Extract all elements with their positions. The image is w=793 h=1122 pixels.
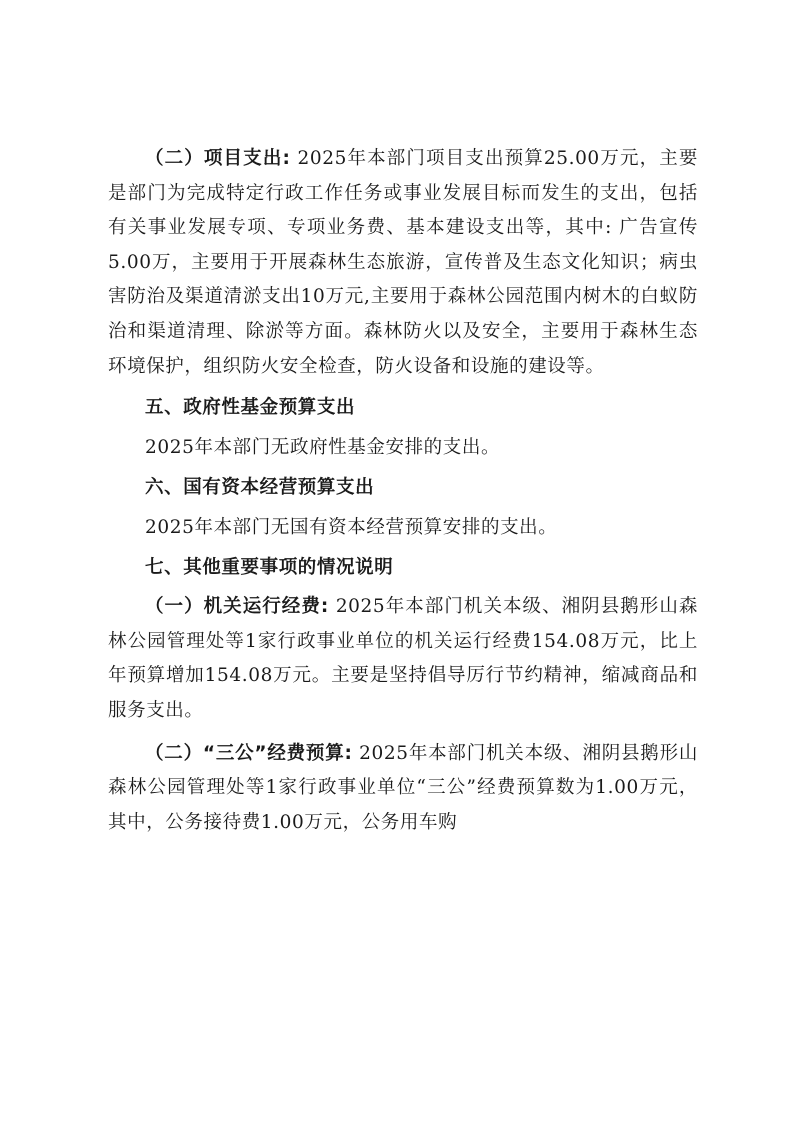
other-matters-heading: 七、其他重要事项的情况说明 xyxy=(145,557,394,579)
project-expense-body: 2025年本部门项目支出预算25.00万元，主要是部门为完成特定行政工作任务或事业发展目标而发生的支出，包括有关事业发展专项、专项业务费、基本建设支出等，其中: 广告宣传5.00万，主要用于开展森林生态旅游，宣传普及生态文化知识；病虫害防治及渠道清淤支出10万元,主要用于森林公园范围内树木的白蚁防治和渠道清理、除淤等方面。森林防火以及安全，主要用于森林生态环境保护，组织防火安全检查，防火设备和设施的建设等。 xyxy=(108,148,698,377)
operating-cost-body: 2025年本部门机关本级、湘阴县鹅形山森林公园管理处等1家行政事业单位的机关运行经费154.08万元，比上年预算增加154.08万元。主要是坚持倡导厉行节约精神，缩减商品和服务支出。 xyxy=(108,596,698,721)
project-expense-lead: （二）项目支出: xyxy=(145,148,291,169)
state-capital-heading: 六、国有资本经营预算支出 xyxy=(145,477,375,499)
gov-fund-body: 2025年本部门无政府性基金安排的支出。 xyxy=(145,437,501,459)
project-expense-paragraph xyxy=(108,142,698,384)
state-capital-body: 2025年本部门无国有资本经营预算安排的支出。 xyxy=(145,517,558,539)
document-page xyxy=(108,142,698,840)
gov-fund-heading: 五、政府性基金预算支出 xyxy=(145,397,356,419)
three-public-lead: （二）“三公”经费预算: xyxy=(145,742,353,764)
three-public-body: 2025年本部门机关本级、湘阴县鹅形山森林公园管理处等1家行政事业单位“三公”经费预算数为1.00万元，其中，公务接待费1.00万元，公务用车购 xyxy=(108,742,698,833)
operating-cost-lead: （一）机关运行经费: xyxy=(145,596,329,618)
three-public-paragraph xyxy=(108,737,698,841)
operating-cost-paragraph xyxy=(108,590,698,728)
